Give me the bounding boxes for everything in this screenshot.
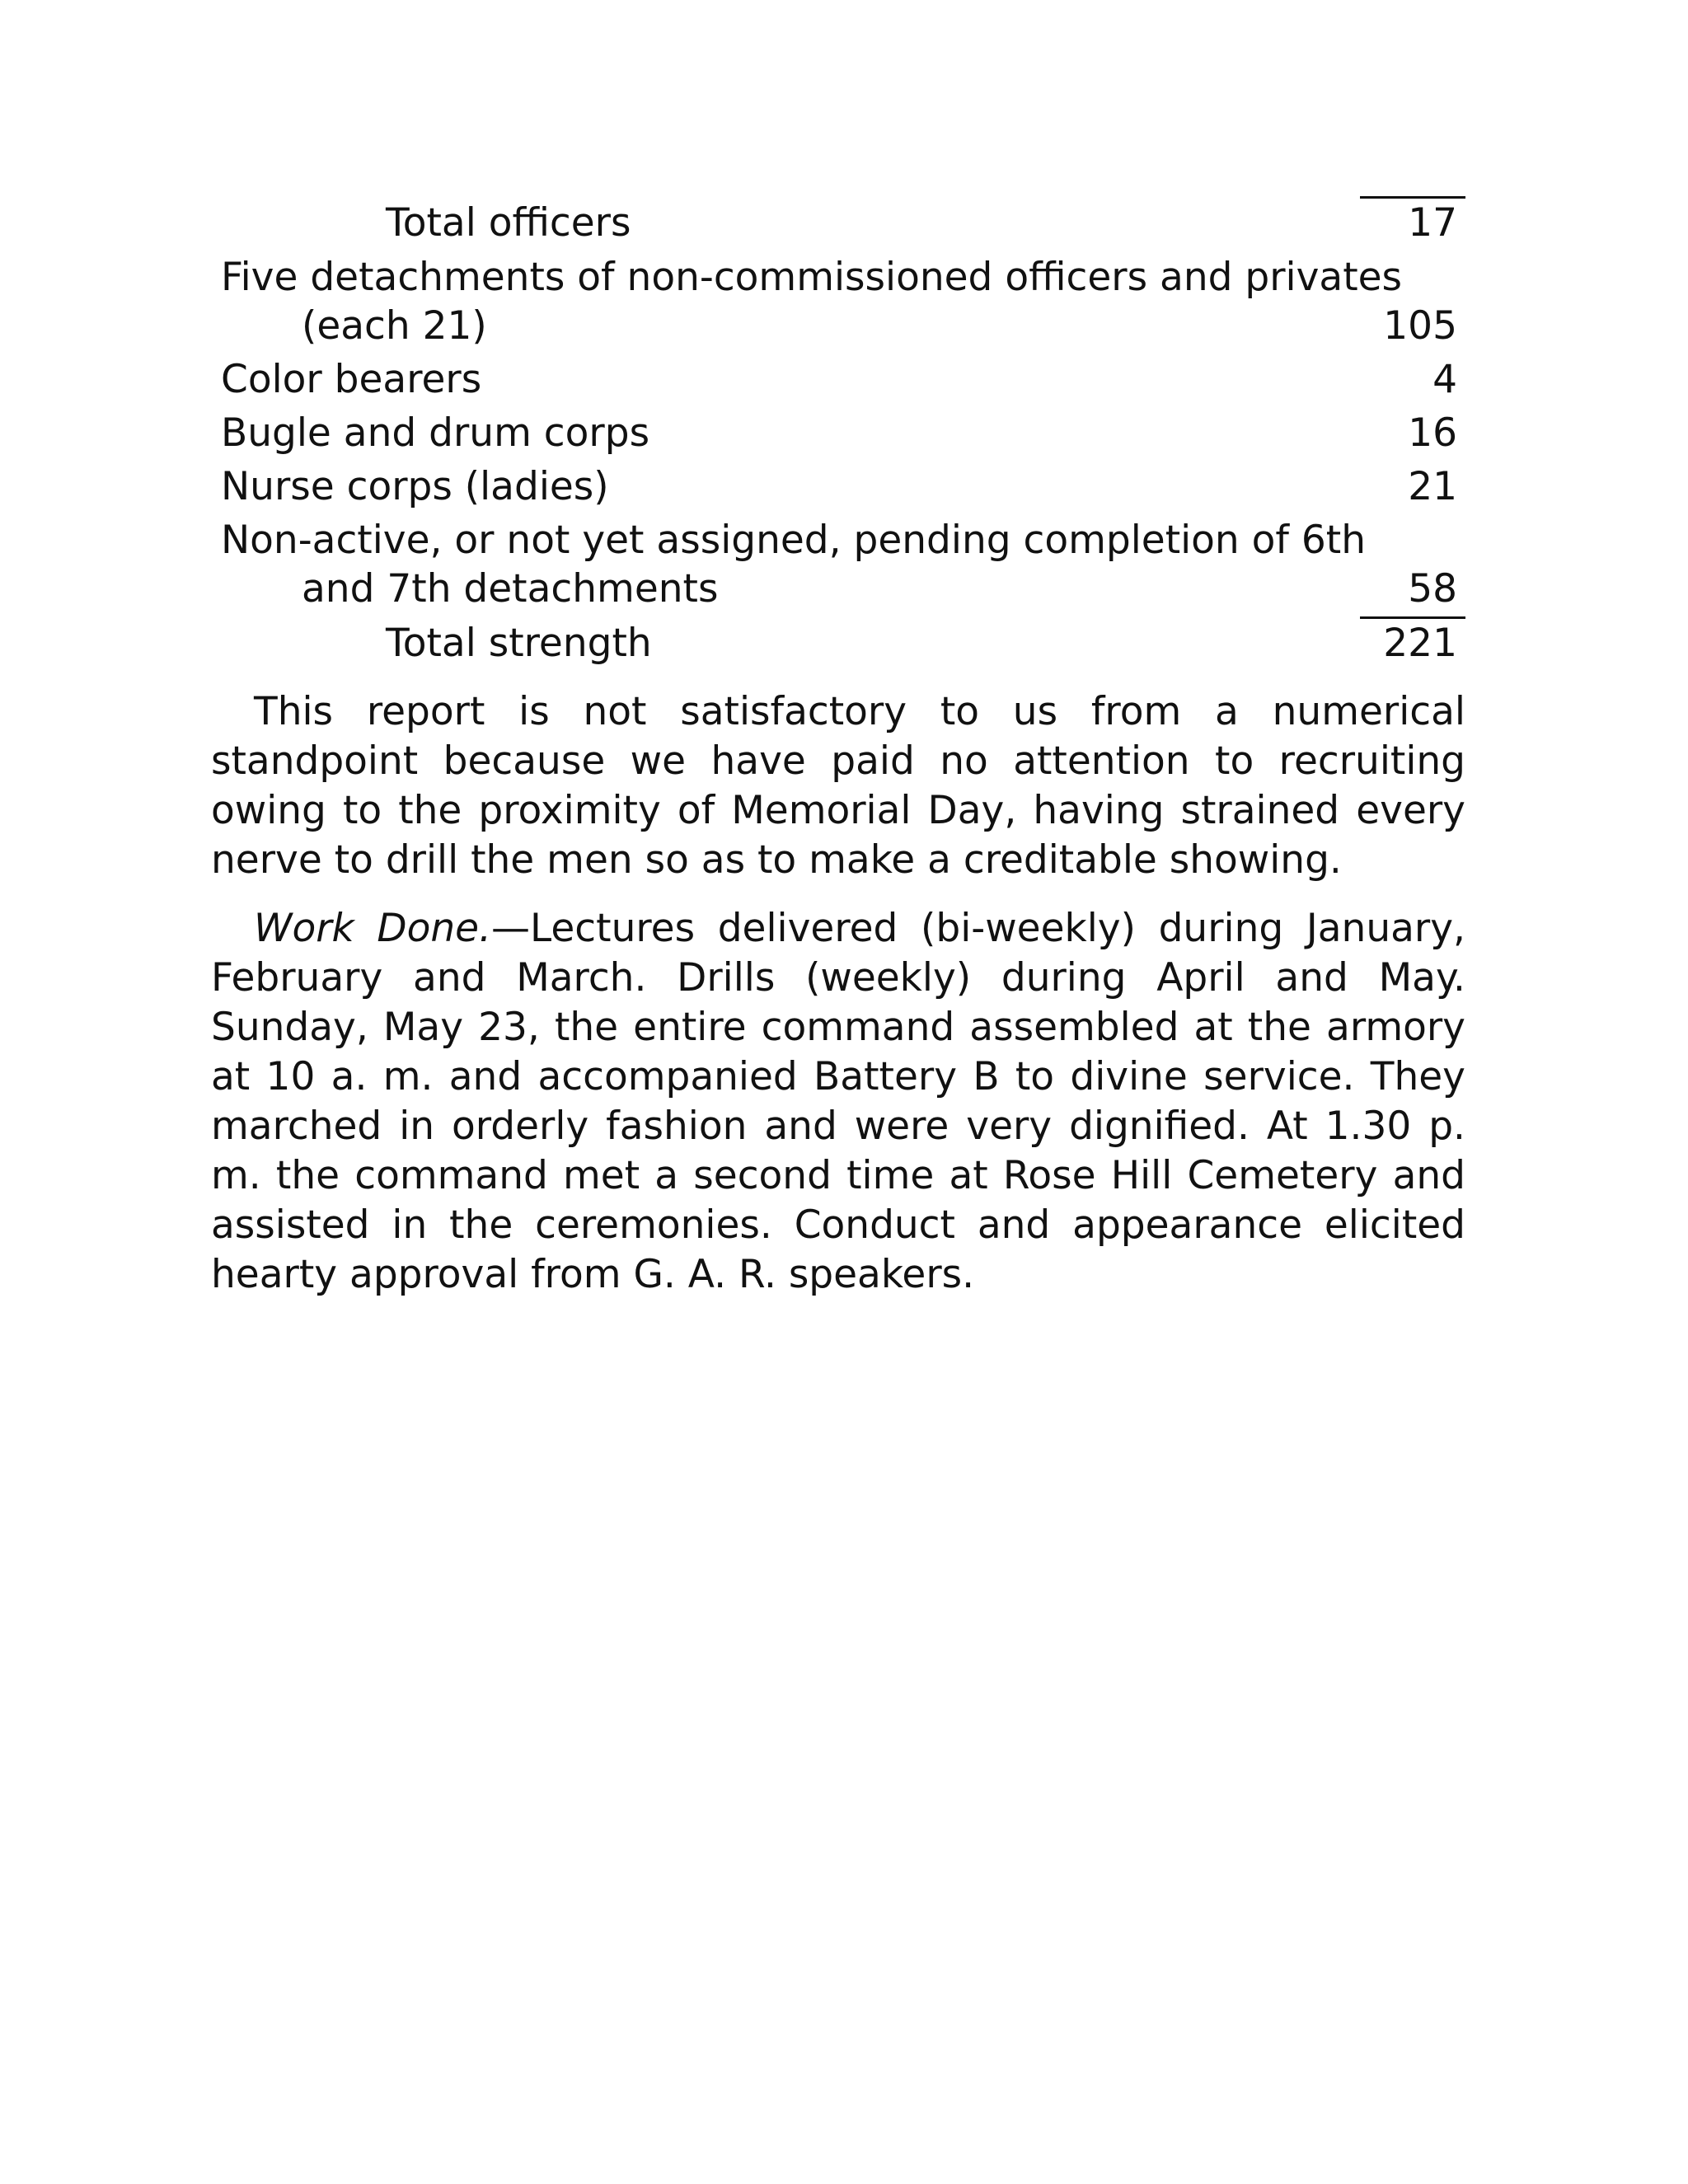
non-active-label-line1: Non-active, or not yet assigned, pending completion of 6th xyxy=(221,518,1367,563)
non-active-label-line2: and 7th detachments xyxy=(302,566,719,612)
work-done-paragraph xyxy=(211,904,1465,1300)
work-done-text: —Lectures delivered (bi-weekly) during January, February and March. Drills (weekly) during April and May. Sunday, May 23, the entire command assembled at the armory at 10 a. m. and accompanied Battery B to divine service. They marched in orderly fashion and were very dignified. At 1.30 p. m. the command met a second time at Rose Hill Cemetery and assisted in the ceremonies. Conduct and appearance elicited hearty approval from G. A. R. speakers. xyxy=(211,906,1465,1297)
total-officers-label: Total officers xyxy=(386,200,631,246)
total-strength-label: Total strength xyxy=(386,621,652,666)
nurse-corps-label: Nurse corps (ladies) xyxy=(221,464,609,509)
table-top-rule xyxy=(1360,196,1465,199)
color-bearers-label: Color bearers xyxy=(221,357,482,402)
non-active-value: 58 xyxy=(1408,566,1457,612)
detachments-value: 105 xyxy=(1383,303,1457,349)
bugle-drum-label: Bugle and drum corps xyxy=(221,410,650,456)
detachments-label-line2: (each 21) xyxy=(302,303,487,349)
nurse-corps-value: 21 xyxy=(1408,464,1457,509)
table-sum-rule xyxy=(1360,616,1465,619)
report-paragraph xyxy=(211,687,1465,885)
total-officers-value: 17 xyxy=(1408,200,1457,246)
bugle-drum-value: 16 xyxy=(1408,410,1457,456)
work-done-heading: Work Done. xyxy=(254,906,492,951)
report-text: This report is not satisfactory to us from a numerical standpoint because we have paid no attention to recruiting owing to the proximity of Memorial Day, having strained every nerve to drill the men so as to make a creditable showing. xyxy=(211,689,1465,883)
total-strength-value: 221 xyxy=(1383,621,1457,666)
detachments-label-line1: Five detachments of non-commissioned officers and privates xyxy=(221,255,1403,300)
color-bearers-value: 4 xyxy=(1432,357,1457,402)
